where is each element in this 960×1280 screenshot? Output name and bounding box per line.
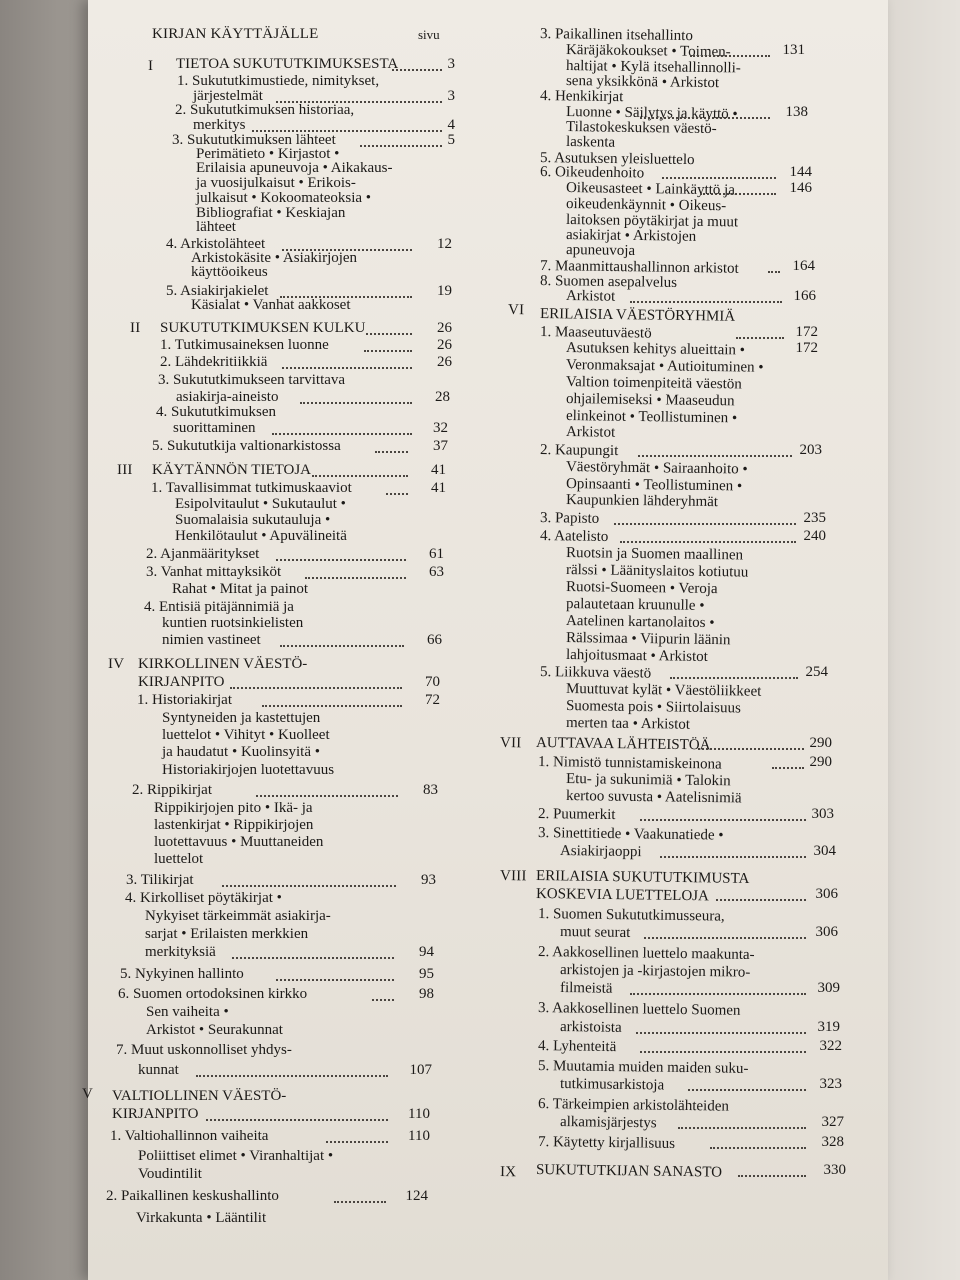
page-number: 309 [817, 980, 840, 996]
toc-entry: 4. Aatelisto [539, 528, 609, 545]
page-number: 203 [799, 442, 822, 458]
page-number: 166 [793, 288, 816, 304]
leader-dots [232, 955, 394, 959]
page-number: 66 [427, 632, 442, 648]
leader-dots [670, 675, 798, 679]
page-number: 240 [803, 528, 826, 544]
chapter-numeral: I [148, 58, 154, 74]
page-number: 304 [813, 843, 836, 859]
toc-entry: 2. Kaupungit [539, 442, 619, 460]
page-number: 95 [419, 966, 434, 982]
toc-entry: KIRJANPITO [112, 1106, 199, 1122]
chapter-numeral: III [117, 462, 133, 478]
toc-entry: muut seurat [559, 924, 631, 941]
toc-entry: luettelot • Vihityt • Kuolleet [162, 727, 330, 743]
page-number: 70 [425, 674, 440, 690]
leader-dots [630, 991, 806, 995]
page-number: 26 [437, 354, 452, 370]
page-number: 107 [409, 1062, 432, 1078]
page-number: 32 [433, 420, 448, 436]
toc-entry: 7. Muut uskonnolliset yhdys- [116, 1042, 292, 1058]
leader-dots [364, 348, 412, 352]
toc-entry: Asiakirjaoppi [559, 843, 642, 861]
toc-entry: Erilaisia apuneuvoja • Aikakaus- [196, 160, 393, 176]
page-number: 83 [423, 782, 438, 798]
toc-entry: 1. Valtiohallinnon vaiheita [110, 1128, 269, 1144]
toc-entry: 3. Sukututkimukseen tarvittava [158, 372, 346, 388]
toc-entry: ERILAISIA VÄESTÖRYHMIÄ [539, 306, 736, 325]
leader-dots [272, 431, 412, 435]
toc-entry: SUKUTUTKIMUKSEN KULKU [160, 320, 366, 336]
toc-entry: Syntyneiden ja kastettujen [162, 710, 321, 726]
toc-entry: KÄYTÄNNÖN TIETOJA [152, 462, 312, 478]
page-number: 110 [408, 1128, 430, 1144]
toc-entry: laitoksen pöytäkirjat ja muut [565, 212, 739, 231]
leader-dots [222, 883, 396, 887]
toc-entry: luettelot [154, 851, 204, 867]
page-number: 5 [447, 132, 455, 148]
toc-entry: VALTIOLLINEN VÄESTÖ- [112, 1088, 287, 1104]
toc-entry: Suomesta pois • Siirtolaisuus [565, 698, 741, 717]
toc-entry: nimien vastineet [162, 632, 261, 648]
toc-entry: 4. Lyhenteitä [537, 1038, 617, 1056]
toc-entry: tutkimusarkistoja [559, 1076, 665, 1094]
leader-dots [710, 1145, 806, 1149]
toc-entry: Veronmaksajat • Autioituminen • [565, 357, 764, 376]
page-number: 319 [817, 1019, 840, 1035]
toc-entry: Rahat • Mitat ja painot [172, 581, 309, 597]
page-number: 235 [803, 510, 826, 526]
toc-entry: Luonne • Säilytys ja käyttö • [565, 104, 738, 123]
leader-dots [366, 331, 412, 335]
leader-dots [282, 365, 412, 369]
toc-entry: 3. Papisto [539, 510, 600, 527]
page-number: 98 [419, 986, 434, 1002]
leader-dots [375, 449, 408, 453]
leader-dots [736, 335, 784, 339]
toc-entry: 5. Nykyinen hallinto [120, 966, 244, 982]
toc-entry: Arkistokäsite • Asiakirjojen [191, 250, 358, 266]
leader-dots [772, 765, 804, 769]
leader-dots [326, 1139, 388, 1143]
toc-entry: 3. Aakkosellinen luettelo Suomen [537, 1000, 741, 1019]
toc-entry: Etu- ja sukunimiä • Talokin [565, 771, 731, 790]
toc-entry: Asutuksen kehitys alueittain • [565, 340, 746, 359]
leader-dots [698, 746, 804, 750]
toc-entry: KIRKOLLINEN VÄESTÖ- [138, 656, 308, 672]
page-number: 12 [437, 236, 452, 252]
chapter-numeral: IX [499, 1164, 517, 1181]
toc-entry: 4. Sukututkimuksen [156, 404, 277, 420]
chapter-numeral: II [130, 320, 141, 336]
toc-entry: kertoo suvusta • Aatelisnimiä [565, 788, 742, 807]
page-title: KIRJAN KÄYTTÄJÄLLE [152, 26, 319, 42]
leader-dots [630, 299, 782, 303]
toc-entry: Voudintilit [138, 1166, 202, 1182]
page-number: 254 [805, 664, 828, 680]
page-number: 26 [437, 320, 452, 336]
page-number: 94 [419, 944, 434, 960]
toc-entry: 6. Suomen ortodoksinen kirkko [118, 986, 308, 1002]
toc-entry: Arkistot [565, 288, 616, 305]
page-number: 306 [815, 924, 838, 940]
toc-entry: 7. Maanmittaushallinnon arkistot [539, 258, 739, 277]
toc-entry: Henkilötaulut • Apuvälineitä [175, 528, 347, 544]
toc-entry: Historiakirjojen luotettavuus [162, 762, 335, 778]
toc-entry: Arkistot [565, 424, 616, 441]
page-number: 328 [821, 1134, 844, 1150]
toc-entry: arkistojen ja -kirjastojen mikro- [559, 962, 751, 981]
leader-dots [644, 935, 806, 939]
toc-entry: 2. Aakkosellinen luettelo maakunta- [537, 944, 755, 964]
toc-entry: Aatelinen kartanolaitos • [565, 613, 715, 632]
leader-dots [768, 269, 780, 273]
leader-dots [206, 1117, 388, 1121]
leader-dots [262, 703, 402, 707]
toc-entry: haltijat • Kylä itsehallinnolli- [565, 58, 741, 77]
chapter-numeral: VIII [499, 868, 527, 885]
page-number: 172 [795, 340, 818, 356]
leader-dots [230, 685, 402, 689]
toc-entry: 3. Tilikirjat [126, 872, 194, 888]
leader-dots [280, 643, 404, 647]
toc-entry: 2. Sukututkimuksen historiaa, [175, 102, 355, 118]
toc-entry: 4. Arkistolähteet [166, 236, 266, 252]
toc-entry: kuntien ruotsinkielisten [162, 615, 304, 631]
toc-entry: lahjoitusmaat • Arkistot [565, 647, 709, 665]
toc-entry: 1. Sukututkimustiede, nimitykset, [177, 73, 380, 89]
chapter-numeral: V [82, 1086, 94, 1102]
leader-dots [636, 1030, 806, 1034]
toc-entry: ohjailemiseksi • Maaseudun [565, 391, 735, 410]
toc-entry: 1. Tutkimusaineksen luonne [160, 337, 329, 353]
leader-dots [334, 1199, 386, 1203]
toc-entry: 4. Henkikirjat [539, 88, 624, 106]
toc-entry: Ruotsi-Suomeen • Veroja [565, 579, 718, 598]
page-number: 327 [821, 1114, 844, 1130]
chapter-numeral: IV [108, 656, 125, 672]
toc-entry: SUKUTUTKIJAN SANASTO [535, 1162, 723, 1181]
page-number: 72 [425, 692, 440, 708]
toc-entry: Bibliografiat • Keskiajan [196, 205, 346, 221]
toc-entry: 5. Asutuksen yleisluettelo [539, 150, 695, 169]
page-number: 164 [792, 258, 815, 274]
page-number: 3 [447, 88, 455, 104]
toc-entry: Arkistot • Seurakunnat [146, 1022, 283, 1038]
page-number: 124 [405, 1188, 428, 1204]
leader-dots [716, 897, 806, 901]
toc-entry: 4. Entisiä pitäjännimiä ja [144, 599, 294, 615]
page-number: 144 [789, 164, 812, 180]
toc-entry: AUTTAVAA LÄHTEISTÖÄ [535, 735, 711, 754]
toc-entry: arkistoista [559, 1019, 622, 1036]
leader-dots [662, 175, 776, 179]
page-number: 306 [815, 886, 838, 902]
toc-entry: alkamisjärjestys [559, 1114, 657, 1132]
toc-entry: palautetaan kruunulle • [565, 596, 705, 614]
toc-entry: Perimätieto • Kirjastot • [196, 146, 340, 162]
page-number: 138 [785, 104, 808, 120]
leader-dots [372, 997, 394, 1001]
leader-dots [660, 854, 806, 858]
leader-dots [640, 115, 770, 119]
page-number-column-label: sivu [418, 27, 440, 42]
toc-entry: Opinsaanti • Teollistuminen • [565, 476, 743, 495]
toc-entry: TIETOA SUKUTUTKIMUKSESTA [176, 56, 399, 72]
page-number: 290 [809, 754, 832, 770]
leader-dots [305, 575, 406, 579]
leader-dots [700, 191, 776, 195]
page-number: 323 [819, 1076, 842, 1092]
toc-entry: ERILAISIA SUKUTUTKIMUSTA [535, 868, 750, 887]
toc-entry: Käsialat • Vanhat aakkoset [191, 297, 351, 313]
toc-entry: KIRJANPITO [138, 674, 225, 690]
toc-entry: ja vuosijulkaisut • Erikois- [196, 175, 356, 191]
leader-dots [276, 557, 406, 561]
toc-entry: Tilastokeskuksen väestö- [565, 119, 717, 138]
page-number: 37 [433, 438, 448, 454]
toc-entry: Sen vaiheita • [146, 1004, 229, 1020]
toc-entry: 3. Sinettitiede • Vaakunatiede • [537, 825, 724, 844]
toc-entry: suorittaminen [173, 420, 256, 436]
page-number: 172 [795, 324, 818, 340]
toc-entry: oikeudenkäynnit • Oikeus- [565, 196, 727, 215]
page-number: 303 [811, 806, 834, 822]
leader-dots [690, 53, 770, 57]
page-number: 322 [819, 1038, 842, 1054]
leader-dots [738, 1173, 806, 1177]
toc-entry: Esipolvitaulut • Sukutaulut • [175, 496, 346, 512]
leader-dots [678, 1125, 806, 1129]
toc-entry: 5. Sukututkija valtionarkistossa [152, 438, 341, 454]
toc-entry: 6. Oikeudenhoito [539, 164, 645, 182]
toc-entry: julkaisut • Kokoomateoksia • [196, 190, 372, 206]
toc-entry: Oikeusasteet • Lainkäyttö ja [565, 180, 736, 199]
toc-entry: 4. Kirkolliset pöytäkirjat • [125, 890, 282, 906]
toc-entry: 3. Vanhat mittayksiköt [146, 564, 282, 580]
toc-entry: järjestelmät [193, 88, 263, 104]
toc-entry: apuneuvoja [565, 242, 636, 259]
toc-entry: Rälssimaa • Viipurin läänin [565, 630, 731, 649]
page-number: 63 [429, 564, 444, 580]
toc-entry: 2. Paikallinen keskushallinto [106, 1188, 279, 1204]
page-number: 110 [408, 1106, 430, 1122]
toc-entry: merkityksiä [145, 944, 216, 960]
leader-dots [640, 817, 806, 821]
toc-entry: lähteet [196, 219, 236, 235]
toc-entry: luotettavuus • Muuttaneiden [154, 834, 324, 850]
toc-entry: 1. Historiakirjat [137, 692, 232, 708]
leader-dots [196, 1073, 388, 1077]
page-number: 26 [437, 337, 452, 353]
leader-dots [276, 977, 394, 981]
page-number: 28 [435, 389, 450, 405]
chapter-numeral: VII [499, 735, 522, 752]
leader-dots [688, 1087, 806, 1091]
leader-dots [256, 793, 398, 797]
toc-entry: 5. Asiakirjakielet [166, 283, 269, 299]
page-number: 3 [447, 56, 455, 72]
toc-entry: sarjat • Erilaisten merkkien [145, 926, 309, 942]
toc-entry: 2. Rippikirjat [132, 782, 212, 798]
leader-dots [638, 453, 792, 457]
toc-entry: lastenkirjat • Rippikirjojen [154, 817, 314, 833]
toc-entry: laskenta [565, 134, 616, 151]
page-number: 290 [809, 735, 832, 751]
page-number: 41 [431, 480, 446, 496]
toc-entry: 7. Käytetty kirjallisuus [537, 1134, 676, 1152]
toc-entry: Poliittiset elimet • Viranhaltijat • [138, 1148, 334, 1164]
toc-entry: Nykyiset tärkeimmät asiakirja- [145, 908, 331, 924]
page-number: 41 [431, 462, 446, 478]
toc-entry: elinkeinot • Teollistuminen • [565, 408, 738, 427]
toc-entry: asiakirjat • Arkistojen [565, 227, 697, 245]
page-number: 19 [437, 283, 452, 299]
toc-entry: Kaupunkien lähderyhmät [565, 492, 719, 511]
toc-entry: Käräjäkokoukset • Toimen- [565, 42, 731, 61]
toc-entry: asiakirja-aineisto [176, 389, 279, 405]
toc-entry: 2. Puumerkit [537, 806, 616, 824]
toc-entry: filmeistä [559, 980, 613, 997]
page-number: 93 [421, 872, 436, 888]
leader-dots [312, 473, 408, 477]
toc-entry: Suomalaisia sukutauluja • [175, 512, 331, 528]
toc-entry: 2. Lähdekritiikkiä [160, 354, 268, 370]
toc-entry: 5. Liikkuva väestö [539, 664, 652, 682]
toc-entry: 5. Muutamia muiden maiden suku- [537, 1058, 749, 1077]
toc-entry: KOSKEVIA LUETTELOJA [535, 886, 710, 905]
page-number: 330 [823, 1162, 846, 1178]
chapter-numeral: VI [507, 302, 525, 319]
leader-dots [300, 400, 412, 404]
toc-entry: 3. Sukututkimuksen lähteet [172, 132, 336, 148]
toc-entry: merten taa • Arkistot [565, 715, 691, 733]
page-number: 131 [782, 42, 805, 58]
toc-entry: 3. Paikallinen itsehallinto [539, 26, 694, 45]
toc-entry: merkitys [193, 117, 246, 133]
toc-entry: Väestöryhmät • Sairaanhoito • [565, 459, 748, 478]
page-number: 4 [447, 117, 455, 133]
toc-entry: 8. Suomen asepalvelus [539, 273, 678, 291]
toc-entry: 1. Tavallisimmat tutkimuskaaviot [151, 480, 352, 496]
toc-entry: rälssi • Läänityslaitos kotiutuu [565, 562, 749, 581]
leader-dots [620, 539, 796, 543]
toc-entry: Ruotsin ja Suomen maallinen [565, 545, 744, 564]
toc-entry: Virkakunta • Lääntilit [136, 1210, 267, 1226]
toc-entry: sena yksikkönä • Arkistot [565, 73, 720, 92]
toc-entry: 1. Suomen Sukututkimusseura, [537, 906, 725, 925]
toc-entry: Rippikirjojen pito • Ikä- ja [154, 800, 313, 816]
toc-entry: Muuttuvat kylät • Väestöliikkeet [565, 681, 762, 700]
toc-entry: kunnat [138, 1062, 179, 1078]
leader-dots [614, 521, 796, 525]
toc-entry: 2. Ajanmääritykset [146, 546, 260, 562]
toc-entry: 1. Maaseutuväestö [539, 324, 652, 342]
leader-dots [640, 1049, 806, 1053]
leader-dots [386, 491, 408, 495]
toc-entry: käyttöoikeus [191, 264, 268, 280]
toc-entry: Valtion toimenpiteitä väestön [565, 374, 742, 393]
page-number: 146 [789, 180, 812, 196]
toc-entry: 1. Nimistö tunnistamiskeinona [537, 754, 722, 773]
toc-entry: ja haudatut • Kuolinsyitä • [162, 744, 320, 760]
page-number: 61 [429, 546, 444, 562]
toc-entry: 6. Tärkeimpien arkistolähteiden [537, 1096, 730, 1115]
